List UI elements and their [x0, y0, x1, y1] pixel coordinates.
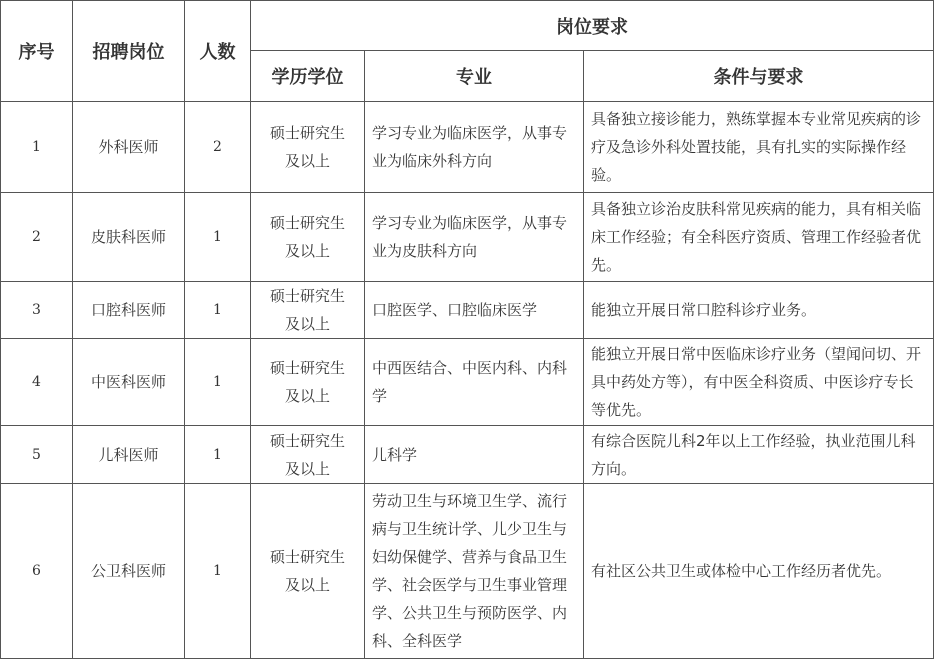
- header-count: 人数: [185, 1, 251, 102]
- table-row: [1, 426, 934, 484]
- cell-seq: 4: [1, 339, 73, 426]
- cell-position: 中医科医师: [73, 339, 185, 426]
- cell-seq: 6: [1, 484, 73, 659]
- education-line-1: 硕士研究生: [269, 124, 345, 142]
- cell-count: 1: [185, 484, 251, 659]
- cell-count: 2: [185, 102, 251, 193]
- header-education: 学历学位: [251, 51, 365, 102]
- header-seq: 序号: [1, 1, 73, 102]
- education-line-2: 及以上: [284, 152, 330, 170]
- table-row: [1, 339, 934, 426]
- education-line-1: 硕士研究生: [269, 548, 345, 566]
- header-position: 招聘岗位: [73, 1, 185, 102]
- cell-education: [251, 484, 365, 659]
- header-major: 专业: [365, 51, 584, 102]
- cell-seq: 1: [1, 102, 73, 193]
- cell-major: 中西医结合、中医内科、内科学: [365, 339, 584, 426]
- header-requirements: 岗位要求: [251, 1, 934, 51]
- cell-major: 劳动卫生与环境卫生学、流行病与卫生统计学、儿少卫生与妇幼保健学、营养与食品卫生学、社会医学与卫生事业管理学、公共卫生与预防医学、内科、全科医学: [365, 484, 584, 659]
- cell-education: [251, 339, 365, 426]
- cell-conditions: 具备独立接诊能力，熟练掌握本专业常见疾病的诊疗及急诊外科处置技能，具有扎实的实际操作经验。: [584, 102, 934, 193]
- cell-education: [251, 282, 365, 339]
- cell-conditions: 具备独立诊治皮肤科常见疾病的能力，具有相关临床工作经验；有全科医疗资质、管理工作经验者优先。: [584, 193, 934, 282]
- table-row: [1, 102, 934, 193]
- table-row: [1, 193, 934, 282]
- cell-count: 1: [185, 193, 251, 282]
- cell-position: 公卫科医师: [73, 484, 185, 659]
- header-row-top: [1, 1, 934, 51]
- education-line-2: 及以上: [284, 387, 330, 405]
- cell-position: 口腔科医师: [73, 282, 185, 339]
- cell-conditions: 有综合医院儿科2年以上工作经验，执业范围儿科方向。: [584, 426, 934, 484]
- education-line-1: 硕士研究生: [269, 431, 345, 450]
- cell-major: 儿科学: [365, 426, 584, 484]
- cell-major: 学习专业为临床医学，从事专业为皮肤科方向: [365, 193, 584, 282]
- cell-seq: 5: [1, 426, 73, 484]
- education-line-1: 硕士研究生: [269, 214, 345, 232]
- cell-education: [251, 426, 365, 484]
- cell-major: 学习专业为临床医学，从事专业为临床外科方向: [365, 102, 584, 193]
- cell-count: 1: [185, 426, 251, 484]
- cell-count: 1: [185, 339, 251, 426]
- cell-major: 口腔医学、口腔临床医学: [365, 282, 584, 339]
- education-line-2: 及以上: [284, 315, 330, 333]
- cell-conditions: 能独立开展日常口腔科诊疗业务。: [584, 282, 934, 339]
- header-conditions: 条件与要求: [584, 51, 934, 102]
- cell-count: 1: [185, 282, 251, 339]
- cell-position: 儿科医师: [73, 426, 185, 484]
- cell-seq: 2: [1, 193, 73, 282]
- cell-position: 皮肤科医师: [73, 193, 185, 282]
- education-line-2: 及以上: [284, 459, 330, 478]
- education-line-1: 硕士研究生: [269, 359, 345, 377]
- cell-conditions: 有社区公共卫生或体检中心工作经历者优先。: [584, 484, 934, 659]
- cell-education: [251, 193, 365, 282]
- table-row: [1, 484, 934, 659]
- table-row: [1, 282, 934, 339]
- education-line-2: 及以上: [284, 242, 330, 260]
- education-line-2: 及以上: [284, 576, 330, 594]
- cell-education: [251, 102, 365, 193]
- cell-conditions: 能独立开展日常中医临床诊疗业务（望闻问切、开具中药处方等），有中医全科资质、中医诊疗专长等优先。: [584, 339, 934, 426]
- education-line-1: 硕士研究生: [269, 287, 345, 305]
- cell-position: 外科医师: [73, 102, 185, 193]
- cell-seq: 3: [1, 282, 73, 339]
